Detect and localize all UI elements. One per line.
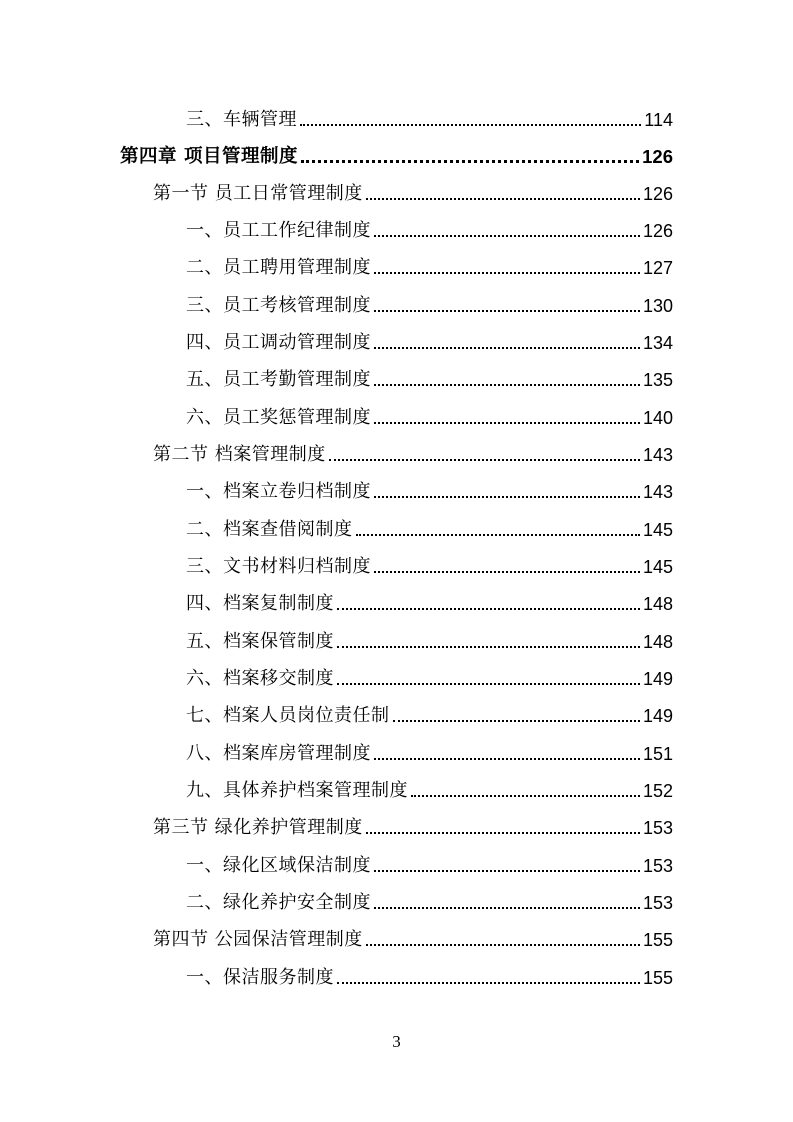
toc-entry-title: 第一节 员工日常管理制度 xyxy=(153,183,363,204)
dot-leader xyxy=(374,272,640,274)
dot-leader xyxy=(300,124,641,126)
toc-entry-page: 151 xyxy=(642,744,673,764)
toc-entry[interactable] xyxy=(186,850,673,878)
toc-entry-title: 七、档案人员岗位责任制 xyxy=(186,705,390,726)
toc-entry-page: 155 xyxy=(642,968,673,988)
dot-leader xyxy=(374,310,640,312)
page-number: 3 xyxy=(392,1032,401,1051)
toc-entry-title: 九、具体养护档案管理制度 xyxy=(186,780,408,801)
toc-entry[interactable] xyxy=(186,514,673,542)
dot-leader xyxy=(337,608,640,610)
toc-entry-page: 152 xyxy=(642,781,673,801)
toc-entry-title: 第四节 公园保洁管理制度 xyxy=(153,929,363,950)
toc-entry-page: 143 xyxy=(642,445,673,465)
dot-leader xyxy=(374,571,640,573)
toc-entry-title: 一、保洁服务制度 xyxy=(186,967,334,988)
dot-leader xyxy=(374,384,640,386)
toc-entry-title: 二、档案查借阅制度 xyxy=(186,519,353,540)
toc-entry-title: 三、员工考核管理制度 xyxy=(186,295,371,316)
toc-entry-page: 126 xyxy=(642,184,673,204)
dot-leader xyxy=(366,198,640,200)
toc-entry-page: 130 xyxy=(642,296,673,316)
dot-leader xyxy=(301,160,639,163)
toc-entry-page: 153 xyxy=(642,818,673,838)
toc-entry-page: 126 xyxy=(642,221,673,241)
dot-leader xyxy=(393,720,640,722)
toc-section-entry[interactable] xyxy=(153,924,673,952)
dot-leader xyxy=(374,758,640,760)
dot-leader xyxy=(337,683,640,685)
toc-entry-page: 155 xyxy=(642,930,673,950)
toc-entry[interactable] xyxy=(186,962,673,990)
toc-entry-title: 三、文书材料归档制度 xyxy=(186,556,371,577)
toc-entry-page: 149 xyxy=(642,706,673,726)
toc-entry[interactable] xyxy=(186,775,673,803)
toc-entry[interactable] xyxy=(186,476,673,504)
toc-entry[interactable] xyxy=(186,252,673,280)
toc-entry[interactable] xyxy=(186,364,673,392)
dot-leader xyxy=(374,907,640,909)
toc-entry[interactable] xyxy=(186,738,673,766)
toc-entry-page: 148 xyxy=(642,632,673,652)
toc-entry-title: 二、绿化养护安全制度 xyxy=(186,892,371,913)
toc-entry-title: 第三节 绿化养护管理制度 xyxy=(153,817,363,838)
toc-entry-page: 114 xyxy=(644,110,673,130)
toc-entry-title: 四、档案复制制度 xyxy=(186,593,334,614)
toc-section-entry[interactable] xyxy=(153,178,673,206)
dot-leader xyxy=(374,870,640,872)
toc-entry-page: 134 xyxy=(642,333,673,353)
toc-entry-page: 145 xyxy=(642,520,673,540)
toc-entry[interactable] xyxy=(186,402,673,430)
dot-leader xyxy=(329,459,640,461)
toc-section-entry[interactable] xyxy=(153,439,673,467)
toc-entry-title: 六、档案移交制度 xyxy=(186,668,334,689)
toc-entry-page: 127 xyxy=(642,258,673,278)
toc-chapter-entry[interactable] xyxy=(120,141,673,169)
toc-entry-title: 三、车辆管理 xyxy=(186,109,297,130)
dot-leader xyxy=(366,832,640,834)
toc-entry-title: 五、档案保管制度 xyxy=(186,631,334,652)
toc-entry-title: 一、员工工作纪律制度 xyxy=(186,220,371,241)
toc-entry-page: 153 xyxy=(642,893,673,913)
toc-entry-title: 一、档案立卷归档制度 xyxy=(186,481,371,502)
toc-entry[interactable] xyxy=(186,887,673,915)
toc-entry-page: 148 xyxy=(642,594,673,614)
dot-leader xyxy=(374,422,640,424)
dot-leader xyxy=(411,795,640,797)
toc-entry[interactable] xyxy=(186,663,673,691)
toc-entry-title: 五、员工考勤管理制度 xyxy=(186,369,371,390)
toc-entry-title: 八、档案库房管理制度 xyxy=(186,743,371,764)
toc-entry-title: 第二节 档案管理制度 xyxy=(153,444,326,465)
toc-entry[interactable] xyxy=(186,104,673,132)
toc-entry[interactable] xyxy=(186,327,673,355)
toc-entry[interactable] xyxy=(186,215,673,243)
toc-entry[interactable] xyxy=(186,290,673,318)
toc-entry[interactable] xyxy=(186,551,673,579)
toc-entry-title: 四、员工调动管理制度 xyxy=(186,332,371,353)
toc-entry-title: 第四章 项目管理制度 xyxy=(120,146,298,167)
toc-entry-page: 153 xyxy=(642,856,673,876)
toc-entry-title: 一、绿化区域保洁制度 xyxy=(186,855,371,876)
toc-entry[interactable] xyxy=(186,588,673,616)
dot-leader xyxy=(374,496,640,498)
dot-leader xyxy=(337,982,640,984)
dot-leader xyxy=(356,534,640,536)
toc-section-entry[interactable] xyxy=(153,812,673,840)
toc-entry[interactable] xyxy=(186,626,673,654)
toc-entry[interactable] xyxy=(186,700,673,728)
dot-leader xyxy=(374,235,640,237)
toc-entry-page: 126 xyxy=(642,146,673,167)
toc-entry-page: 143 xyxy=(642,482,673,502)
toc-entry-title: 二、员工聘用管理制度 xyxy=(186,257,371,278)
dot-leader xyxy=(337,646,640,648)
toc-entry-page: 140 xyxy=(642,408,673,428)
toc-entry-title: 六、员工奖惩管理制度 xyxy=(186,407,371,428)
toc-entry-page: 149 xyxy=(642,669,673,689)
toc-entry-page: 145 xyxy=(642,557,673,577)
toc-entry-page: 135 xyxy=(642,370,673,390)
dot-leader xyxy=(374,347,640,349)
dot-leader xyxy=(366,944,640,946)
